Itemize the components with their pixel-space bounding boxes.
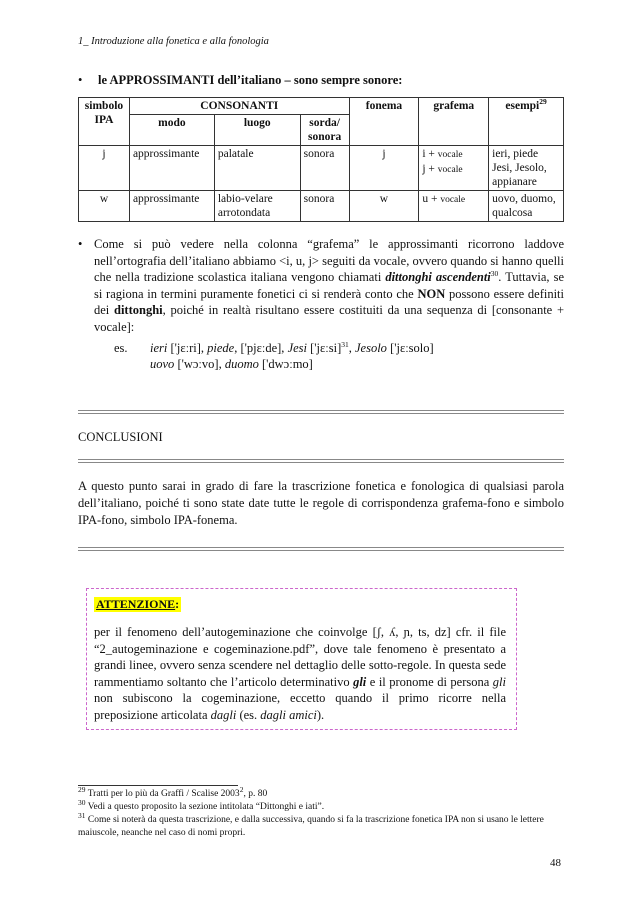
footnote-30: $^{30}$ Vedi a questo proposito la sezione intitolata “Dittonghi e iati”. xyxy=(78,797,325,812)
footnote-31: $^{31}$ Come si noterà da questa trascrizione, e dalla successiva, quando si fa la trascrizione fonetica IPA non si usano le lettere maiuscole, neanche nel caso di nomi propri. xyxy=(78,810,544,838)
example-line: uovo ['wɔːvo], duomo ['dwɔːmo] xyxy=(150,357,313,371)
attenzione-text: per il fenomeno dell’autogeminazione che coinvolge [ʃ, ʎ, ɲ, ts, dz] cfr. il file “2_autogeminazione e cogeminazione.pdf”, dove tale fenomeno è presentato a grandi linee, ovvero senza scendere nel dettaglio delle sotto-regole. In questa sede rammentiamo soltanto che l’articolo determinativo gli e il pronome di persona gli non subiscono la cogeminazione, eccetto quando il primo ricorre nella preposizione articolata dagli (es. dagli amici). xyxy=(94,625,506,722)
paragraph-grafema xyxy=(78,236,564,335)
page-number: 48 xyxy=(550,857,561,869)
header-fonema: fonema xyxy=(349,98,419,146)
cell-sonorita: sonora xyxy=(300,146,349,191)
conclusioni-text: A questo punto sarai in grado di fare la trascrizione fonetica e fonologica di qualsiasi parola dell’italiano, poiché ti sono state date tutte le regole di corrispondenza grafema-fono e simbolo IPA-fono, simbolo IPA-fonema. xyxy=(78,479,564,527)
header-simbolo-ipa: simbolo IPA xyxy=(79,98,130,146)
cell-esempi: ieri, piede Jesi, Jesolo, appianare xyxy=(489,146,564,191)
footnote-ref-29: 29 xyxy=(539,97,547,107)
footnotes xyxy=(78,784,568,840)
cell-fonema: w xyxy=(349,191,419,222)
attenzione-label: ATTENZIONE: xyxy=(96,597,180,611)
heading-text: le APPROSSIMANTI dell’italiano – sono sempre sonore: xyxy=(98,73,403,87)
table-header-row xyxy=(79,98,564,115)
header-esempi: esempi$^{29}$ xyxy=(489,98,564,146)
section-divider xyxy=(78,410,564,414)
bullet-icon: • xyxy=(78,73,83,87)
cell-grafema: i + vocale j + vocale xyxy=(419,146,489,191)
cell-modo: approssimante xyxy=(129,146,214,191)
approximants-table xyxy=(78,97,564,222)
footnote-ref-30: 30 xyxy=(490,268,499,278)
footnote-ref-31: 31 xyxy=(341,339,349,349)
footnote-29: $^{29}$ Tratti per lo più da Graffi / Scalise 2003$^2$, p. 80 xyxy=(78,784,268,799)
cell-simbolo: j xyxy=(79,146,130,191)
header-luogo: luogo xyxy=(214,115,300,146)
example-line: ieri ['jɛːri], piede, ['pjɛːde], Jesi ['jɛːsi]$^{31}$, Jesolo ['jɛːsolo] xyxy=(150,339,434,355)
examples-lines xyxy=(150,340,434,372)
cell-sonorita: sonora xyxy=(300,191,349,222)
footnote-separator xyxy=(78,785,238,786)
cell-luogo: labio-velare arrotondata xyxy=(214,191,300,222)
table-row xyxy=(79,146,564,191)
examples-label: es. xyxy=(114,341,128,355)
cell-simbolo: w xyxy=(79,191,130,222)
running-header: 1_ Introduzione alla fonetica e alla fonologia xyxy=(78,36,269,47)
header-sorda-sonora: sorda/ sonora xyxy=(300,115,349,146)
paragraph-body: Come si può vedere nella colonna “grafema” le approssimanti ricorrono laddove nell’ortografia dell’italiano abbiamo <i, u, j> seguiti da vocale, ovvero quando si hanno quelli che nella tradizione scolastica italiana vengono chiamati dittonghi ascendenti$^{30}$. Tuttavia, se si ragiona in termini puramente fonetici ci si renderà conto che NON possono essere definiti dei dittonghi, poiché in realtà risultano essere costituiti da una sequenza di [consonante + vocale]: xyxy=(94,237,565,334)
bullet-icon: • xyxy=(78,237,83,251)
section-divider xyxy=(78,459,564,463)
header-modo: modo xyxy=(129,115,214,146)
table-row xyxy=(79,191,564,222)
header-grafema: grafema xyxy=(419,98,489,146)
cell-luogo: palatale xyxy=(214,146,300,191)
section-divider xyxy=(78,547,564,551)
cell-fonema: j xyxy=(349,146,419,191)
conclusioni-heading: CONCLUSIONI xyxy=(78,430,163,444)
cell-modo: approssimante xyxy=(129,191,214,222)
cell-grafema: u + vocale xyxy=(419,191,489,222)
cell-esempi: uovo, duomo, qualcosa xyxy=(489,191,564,222)
header-consonanti: CONSONANTI xyxy=(129,98,349,115)
